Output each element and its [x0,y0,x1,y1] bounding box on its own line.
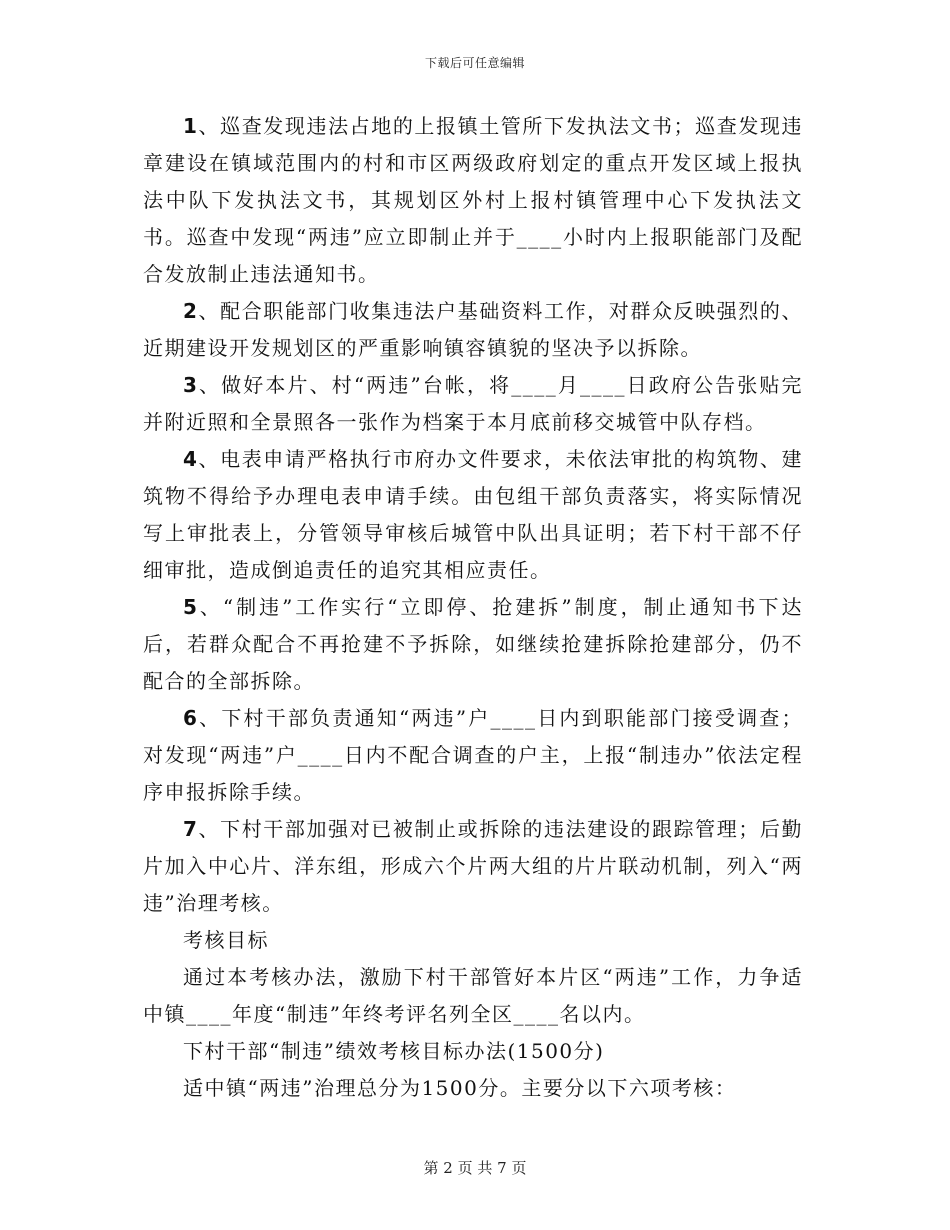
item-number: 4 [183,447,199,471]
item-text: 、下村干部负责通知“两违”户____日内到职能部门接受调查；对发现“两违”户____日内不配合调查的户主，上报“制违办”依法定程序申报拆除手续。 [143,706,803,804]
item-text: 、配合职能部门收集违法户基础资料工作，对群众反映强烈的、近期建设开发规划区的严重影响镇容镇貌的坚决予以拆除。 [143,299,803,360]
list-item-1 [143,108,803,293]
document-body [143,108,803,1107]
item-number: 7 [183,817,199,841]
item-number: 5 [183,595,199,619]
list-item-3 [143,367,803,441]
item-number: 3 [183,373,199,397]
list-item-2 [143,293,803,367]
list-item-6 [143,700,803,811]
goal-paragraph: 通过本考核办法，激励下村干部管好本片区“两违”工作，力争适中镇____年度“制违”年终考评名列全区____名以内。 [143,965,803,1026]
item-number: 2 [183,299,199,323]
item-number: 1 [183,114,199,138]
summary-paragraph: 适中镇“两违”治理总分为1500分。主要分以下六项考核： [183,1076,737,1100]
section-heading: 考核目标 [183,928,269,952]
item-text: 、“制违”工作实行“立即停、抢建拆”制度，制止通知书下达后，若群众配合不再抢建不予拆除，如继续抢建拆除抢建部分，仍不配合的全部拆除。 [143,595,803,693]
page-header: 下载后可任意编辑 [424,56,525,70]
list-item-7 [143,811,803,922]
list-item-4 [143,441,803,589]
item-text: 、下村干部加强对已被制止或拆除的违法建设的跟踪管理；后勤片加入中心片、洋东组，形成六个片两大组的片片联动机制，列入“两违”治理考核。 [143,817,803,915]
page-footer: 第 2 页 共 7 页 [423,1159,527,1177]
item-text: 、电表申请严格执行市府办文件要求，未依法审批的构筑物、建筑物不得给予办理电表申请手续。由包组干部负责落实，将实际情况写上审批表上，分管领导审核后城管中队出具证明；若下村干部不仔细审批，造成倒追责任的追究其相应责任。 [143,447,803,582]
item-number: 6 [183,706,199,730]
section-subheading: 下村干部“制违”绩效考核目标办法(1500分) [183,1039,605,1063]
list-item-5 [143,589,803,700]
item-text: 、做好本片、村“两违”台帐，将____月____日政府公告张贴完并附近照和全景照各一张作为档案于本月底前移交城管中队存档。 [143,373,803,434]
item-text: 、巡查发现违法占地的上报镇土管所下发执法文书；巡查发现违章建设在镇域范围内的村和市区两级政府划定的重点开发区域上报执法中队下发执法文书，其规划区外村上报村镇管理中心下发执法文书。巡查中发现“两违”应立即制止并于____小时内上报职能部门及配合发放制止违法通知书。 [143,114,803,286]
